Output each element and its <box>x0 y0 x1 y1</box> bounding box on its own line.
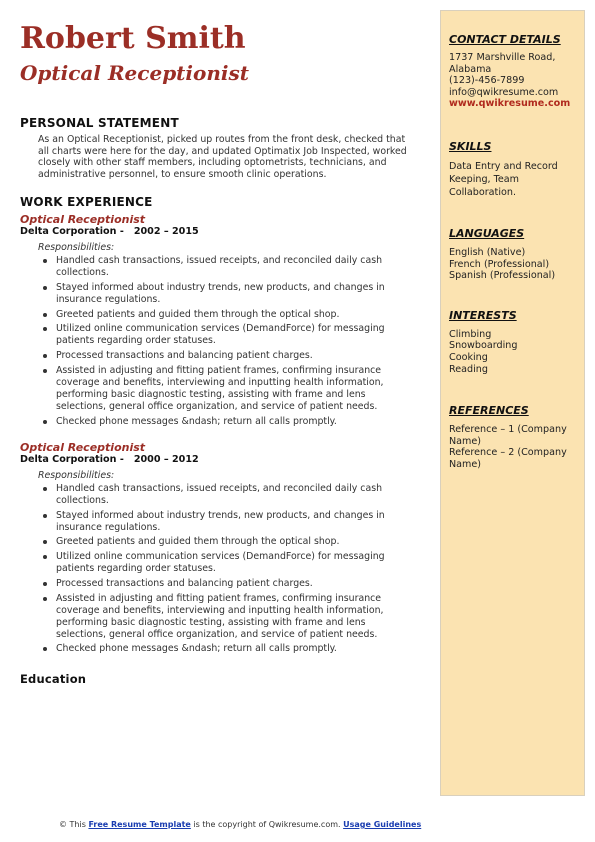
list-item: Climbing <box>449 328 492 340</box>
job-entry <box>20 213 420 428</box>
responsibilities-label: Responsibilities: <box>38 469 115 481</box>
sidebar <box>440 10 585 796</box>
skills-text: Data Entry and Record Keeping, Team Collaboration. <box>449 160 558 198</box>
list-item: Handled cash transactions, issued receipts, and reconciled daily cash collections. <box>56 255 418 279</box>
work-experience-heading: WORK EXPERIENCE <box>20 195 153 209</box>
contact-heading: CONTACT DETAILS <box>449 33 561 46</box>
list-item: Utilized online communication services (DemandForce) for messaging patients regarding order statuses. <box>56 551 418 575</box>
contact-block <box>449 52 581 110</box>
list-item: Reference – 2 (Company Name) <box>449 447 567 470</box>
languages-heading: LANGUAGES <box>449 226 525 240</box>
personal-statement-heading: PERSONAL STATEMENT <box>20 116 179 130</box>
copyright-footer <box>0 820 595 829</box>
education-heading: Education <box>20 672 87 687</box>
list-item: Reference – 1 (Company Name) <box>449 424 567 447</box>
job-company-dates: Delta Corporation - 2000 – 2012 <box>20 453 199 465</box>
list-item: Snowboarding <box>449 340 518 352</box>
interests-heading: INTERESTS <box>449 308 517 322</box>
main-column <box>20 20 420 686</box>
free-resume-template-link[interactable]: Free Resume Template <box>88 820 191 829</box>
list-item: Utilized online communication services (DemandForce) for messaging patients regarding order statuses. <box>56 323 418 347</box>
contact-address: 1737 Marshville Road, Alabama <box>449 52 556 75</box>
list-item: French (Professional) <box>449 258 550 270</box>
candidate-name: Robert Smith <box>20 21 246 56</box>
interests-list <box>449 329 581 375</box>
list-item: Stayed informed about industry trends, new products, and changes in insurance regulations. <box>56 510 418 534</box>
footer-middle: is the copyright of Qwikresume.com. <box>193 820 341 829</box>
contact-email[interactable]: info@qwikresume.com <box>449 86 559 98</box>
list-item: Checked phone messages &ndash; return all calls promptly. <box>56 416 418 428</box>
list-item: Spanish (Professional) <box>449 270 556 282</box>
usage-guidelines-link[interactable]: Usage Guidelines <box>343 820 422 829</box>
languages-list <box>449 247 581 282</box>
list-item: Cooking <box>449 351 488 363</box>
skills-heading: SKILLS <box>449 139 492 153</box>
footer-prefix: © This <box>59 820 86 829</box>
responsibility-list <box>20 483 418 656</box>
list-item: Greeted patients and guided them through the optical shop. <box>56 309 418 321</box>
responsibilities-label: Responsibilities: <box>38 242 115 253</box>
contact-website-link[interactable]: www.qwikresume.com <box>449 98 571 110</box>
responsibility-list <box>20 255 418 428</box>
list-item: Processed transactions and balancing patient charges. <box>56 350 418 362</box>
list-item: Stayed informed about industry trends, new products, and changes in insurance regulations. <box>56 282 418 306</box>
job-role: Optical Receptionist <box>20 440 146 454</box>
list-item: Reading <box>449 363 488 375</box>
references-list <box>449 424 581 470</box>
list-item: Checked phone messages &ndash; return all calls promptly. <box>56 643 418 655</box>
job-company-dates: Delta Corporation - 2002 – 2015 <box>20 226 199 237</box>
list-item: Processed transactions and balancing patient charges. <box>56 578 418 590</box>
contact-phone: (123)-456-7899 <box>449 75 525 87</box>
list-item: Assisted in adjusting and fitting patient frames, confirming insurance coverage and benefits, interviewing and inputting health information, performing basic diagnostic testing, assisting with frame and lens selections, general office organization, and service of patient needs. <box>56 365 418 413</box>
candidate-title: Optical Receptionist <box>20 61 249 85</box>
list-item: English (Native) <box>449 246 526 258</box>
list-item: Assisted in adjusting and fitting patient frames, confirming insurance coverage and benefits, interviewing and inputting health information, performing basic diagnostic testing, assisting with frame and lens selections, general office organization, and service of patient needs. <box>56 593 418 641</box>
job-role: Optical Receptionist <box>20 213 146 226</box>
references-heading: REFERENCES <box>449 404 529 418</box>
list-item: Handled cash transactions, issued receipts, and reconciled daily cash collections. <box>56 483 418 507</box>
personal-statement-text: As an Optical Receptionist, picked up routes from the front desk, checked that all charts were here for the day, and updated Optimatix Job Inspected, worked closely with other staff members, including optometrists, technicians, and administrative personnel, to ensure smooth clinic operations. <box>38 134 407 180</box>
job-entry <box>20 441 420 656</box>
list-item: Greeted patients and guided them through the optical shop. <box>56 536 418 548</box>
